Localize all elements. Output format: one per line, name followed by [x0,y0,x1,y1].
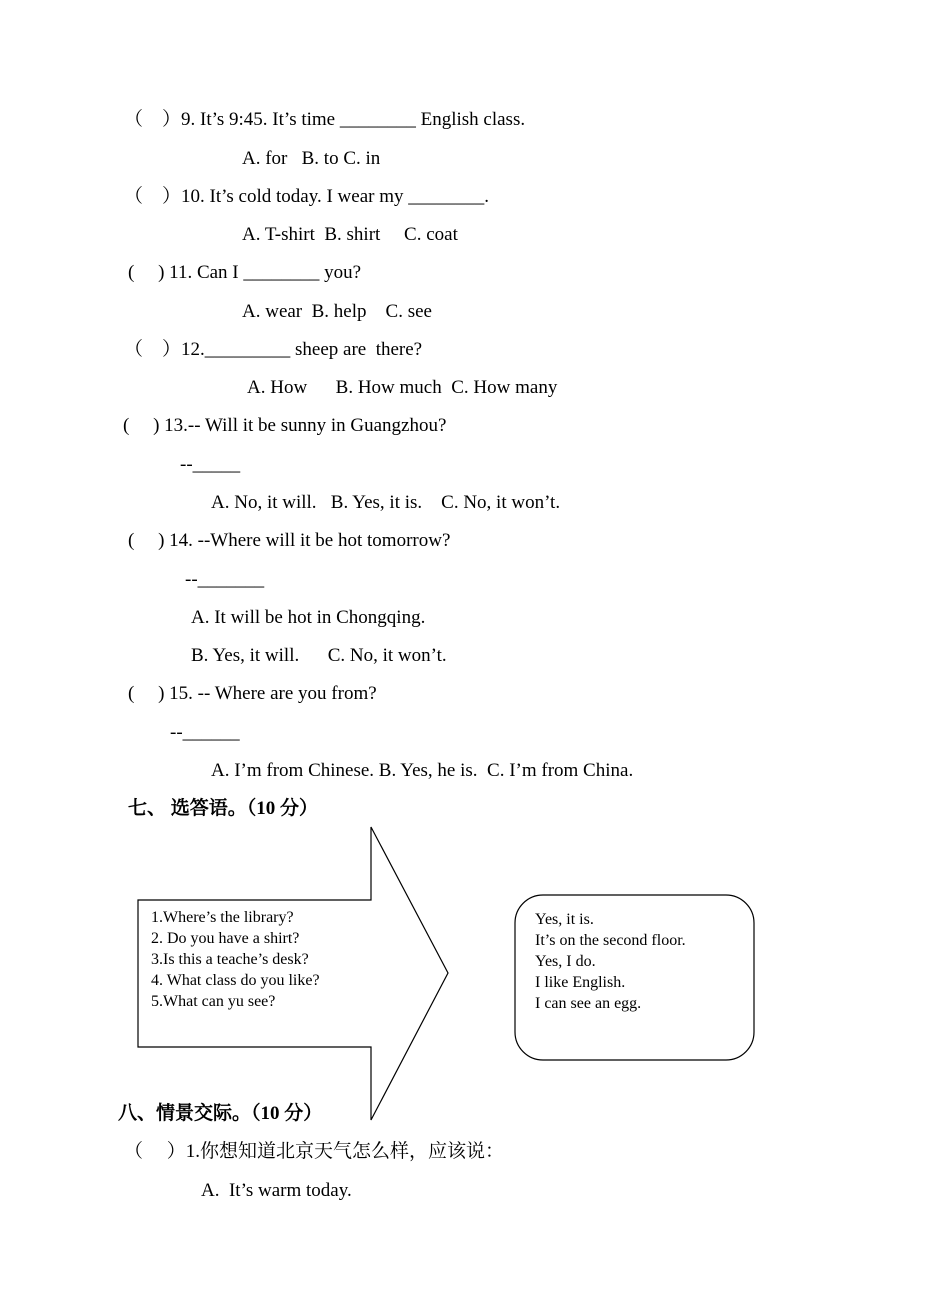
s8-q1-stem: （ ）1.你想知道北京天气怎么样，应该说： [124,1141,505,1162]
q10-stem: （ ）10. It’s cold today. I wear my ________. [124,186,489,207]
q14-answer-blank: --_______ [185,569,265,590]
q11-options: A. wear B. help C. see [242,301,432,322]
left-item-2: 2. Do you have a shirt? [151,930,300,947]
section7-title: 七、 选答语。（10 分） [128,798,319,819]
q14-option-a: A. It will be hot in Chongqing. [191,607,426,628]
q12-stem: （ ）12._________ sheep are there? [124,339,423,360]
q13-options: A. No, it will. B. Yes, it is. C. No, it won’t. [211,492,561,513]
q11-stem: ( ) 11. Can I ________ you? [128,262,362,283]
left-item-1: 1.Where’s the library? [151,909,294,926]
right-item-4: I like English. [535,974,626,991]
left-item-5: 5.What can yu see? [151,993,276,1010]
q15-options: A. I’m from Chinese. B. Yes, he is. C. I’m from China. [211,760,634,781]
right-item-5: I can see an egg. [535,995,642,1012]
right-item-2: It’s on the second floor. [535,932,686,949]
section8-title: 八、情景交际。（10 分） [118,1103,323,1124]
q12-options: A. How B. How much C. How many [247,377,558,398]
left-item-4: 4. What class do you like? [151,972,320,989]
q9-options: A. for B. to C. in [242,148,381,169]
right-item-3: Yes, I do. [535,953,596,970]
right-item-1: Yes, it is. [535,911,594,928]
s8-q1-option-a: A. It’s warm today. [201,1180,352,1201]
q13-stem: ( ) 13.-- Will it be sunny in Guangzhou? [123,415,447,436]
q15-stem: ( ) 15. -- Where are you from? [128,683,377,704]
left-item-3: 3.Is this a teache’s desk? [151,951,309,968]
q13-answer-blank: --_____ [180,454,241,475]
q9-stem: （ ）9. It’s 9:45. It’s time ________ English class. [124,109,526,130]
q14-options-bc: B. Yes, it will. C. No, it won’t. [191,645,447,666]
q10-options: A. T-shirt B. shirt C. coat [242,224,458,245]
q15-answer-blank: --______ [170,722,240,743]
q14-stem: ( ) 14. --Where will it be hot tomorrow? [128,530,451,551]
